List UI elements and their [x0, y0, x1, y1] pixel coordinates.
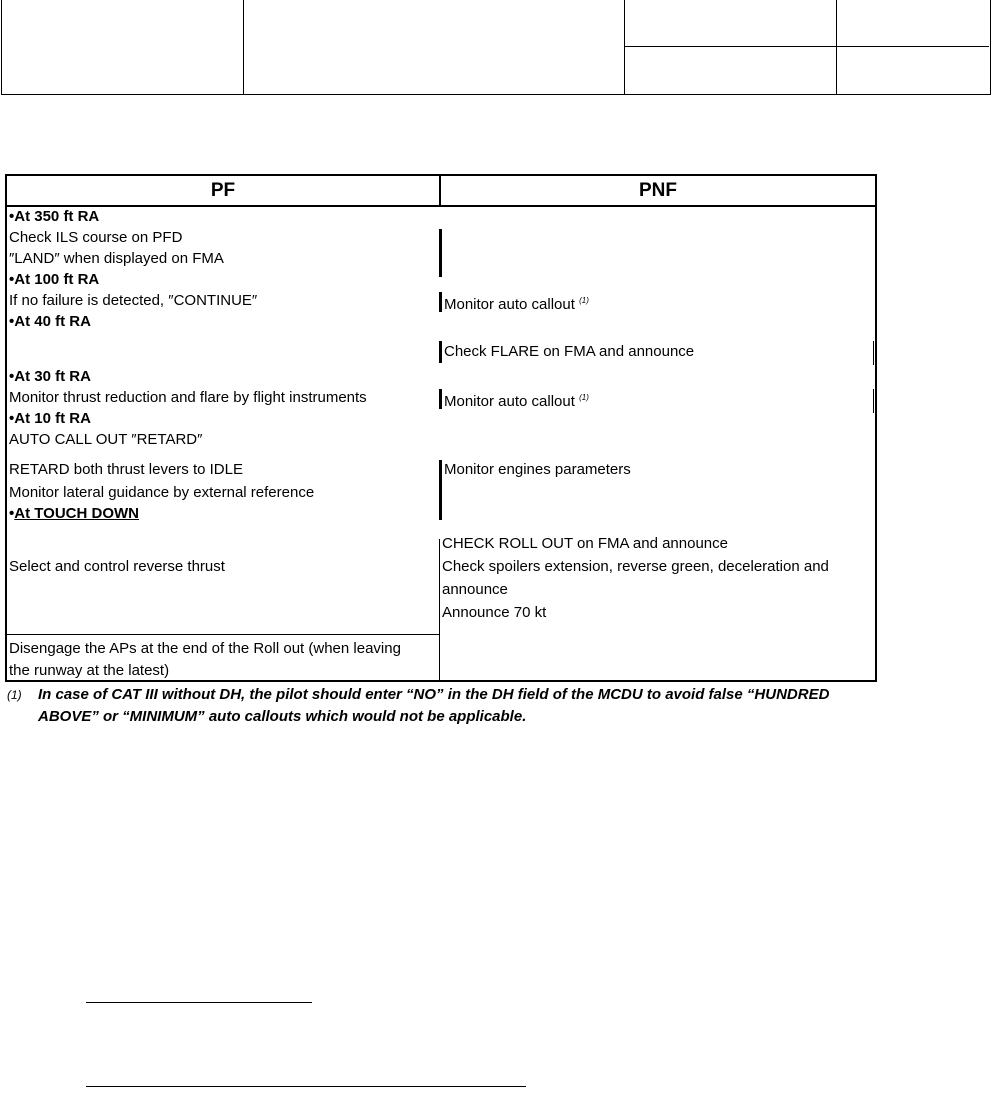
pnf-touchdown-line3: announce: [442, 581, 508, 598]
blank-underline-1: [86, 1002, 312, 1003]
pnf-touchdown-line2: Check spoilers extension, reverse green, deceleration and: [442, 558, 829, 575]
bottom-column-divider: [439, 616, 440, 682]
pf-10ft-line1: AUTO CALL OUT ″RETARD″: [9, 431, 203, 448]
column-header-pnf: PNF: [639, 180, 677, 201]
pnf-touchdown-line4: Announce 70 kt: [442, 604, 547, 621]
pf-touchdown-line1: Select and control reverse thrust: [9, 558, 225, 575]
change-bar-100ft: [439, 292, 442, 312]
footnote-number: (1): [7, 688, 22, 702]
change-bar-30ft: [439, 389, 442, 409]
pnf-30ft-text: Monitor auto callout: [444, 393, 575, 410]
header-divider-1: [243, 0, 244, 95]
pf-10ft-line2: RETARD both thrust levers to IDLE: [9, 461, 243, 478]
pf-10ft-line3: Monitor lateral guidance by external reference: [9, 484, 315, 501]
pnf-10ft: Monitor engines parameters: [444, 461, 631, 478]
header-column-divider: [439, 176, 441, 205]
touchdown-pf-row-rule: [7, 634, 439, 635]
pnf-100ft-text: Monitor auto callout: [444, 296, 575, 313]
heading-40ft: •At 40 ft RA: [9, 313, 91, 330]
pf-350ft-line1: Check ILS course on PFD: [9, 229, 183, 246]
pnf-40ft: Check FLARE on FMA and announce: [444, 343, 695, 360]
change-bar-10ft: [439, 460, 442, 520]
change-bar-350ft: [439, 229, 442, 277]
footnote-ref-30ft: (1): [579, 393, 589, 402]
pnf-touchdown-line1: CHECK ROLL OUT on FMA and announce: [442, 535, 728, 552]
heading-30ft: •At 30 ft RA: [9, 368, 91, 385]
header-divider-2: [624, 0, 625, 95]
heading-350ft: •At 350 ft RA: [9, 208, 100, 225]
pf-100ft: If no failure is detected, ″CONTINUE″: [9, 292, 258, 309]
touchdown-bullet: •: [9, 505, 15, 522]
touchdown-label: At TOUCH DOWN: [14, 505, 139, 522]
heading-10ft: •At 10 ft RA: [9, 410, 91, 427]
footnote-line2: ABOVE” or “MINIMUM” auto callouts which would not be applicable.: [38, 708, 527, 725]
pf-350ft-line2: ″LAND″ when displayed on FMA: [9, 250, 224, 267]
heading-100ft: •At 100 ft RA: [9, 271, 100, 288]
change-bar-40ft: [439, 341, 442, 363]
header-outer-border: [1, 0, 991, 95]
header-divider-3: [836, 0, 837, 95]
document-header-box: [0, 0, 992, 95]
footnote-ref-100ft: (1): [579, 296, 589, 305]
right-edge-tick-40ft: [873, 341, 874, 365]
footnote-line1: In case of CAT III without DH, the pilot should enter “NO” in the DH field of the MCDU to avoid false “HUNDRED: [38, 686, 830, 703]
column-header-pf: PF: [210, 180, 236, 201]
header-row-divider: [624, 46, 989, 47]
pf-touchdown-line3: the runway at the latest): [9, 662, 170, 679]
pf-touchdown-line2: Disengage the APs at the end of the Roll out (when leaving: [9, 640, 401, 657]
blank-underline-2: [86, 1086, 526, 1087]
header-row-rule: [7, 205, 875, 207]
heading-touchdown: [9, 503, 139, 524]
pnf-30ft: [444, 387, 589, 412]
pf-pnf-table: [5, 174, 877, 682]
touchdown-column-divider: [439, 539, 440, 617]
right-edge-tick-30ft: [873, 389, 874, 413]
pf-30ft: Monitor thrust reduction and flare by flight instruments: [9, 389, 367, 406]
pnf-100ft: [444, 290, 589, 315]
